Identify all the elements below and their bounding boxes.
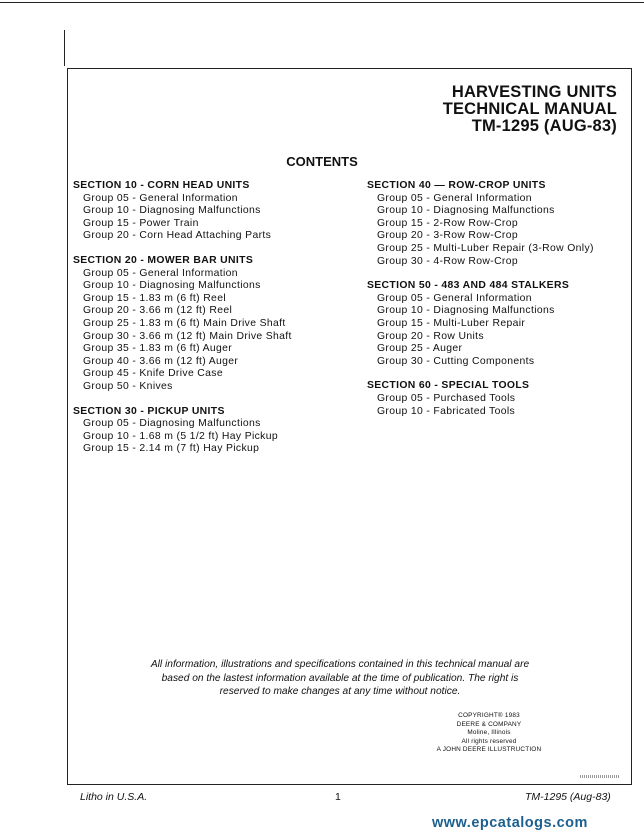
section-heading: SECTION 60 - SPECIAL TOOLS xyxy=(367,380,530,392)
group-entry: Group 05 - General Information xyxy=(377,192,532,204)
group-entry: Group 25 - 1.83 m (6 ft) Main Drive Shaft xyxy=(83,317,286,329)
group-entry: Group 10 - Diagnosing Malfunctions xyxy=(83,280,261,292)
group-entry: Group 25 - Auger xyxy=(377,343,463,355)
copyright-line: COPYRIGHT® 1983 xyxy=(458,712,520,719)
copyright-line: Moline, Illinois xyxy=(467,729,511,737)
disclaimer-notice xyxy=(100,658,580,699)
group-entry: Group 15 - 2-Row Row-Crop xyxy=(377,217,518,229)
page-number: 1 xyxy=(335,791,341,803)
section-heading: SECTION 30 - PICKUP UNITS xyxy=(73,405,225,417)
copyright-block xyxy=(420,712,558,755)
group-entry: Group 05 - General Information xyxy=(83,267,238,279)
contents-column-right xyxy=(367,180,622,418)
group-entry: Group 05 - Purchased Tools xyxy=(377,392,516,404)
footer-manual-id: TM-1295 (Aug-83) xyxy=(525,791,611,803)
group-entry: Group 20 - 3-Row Row-Crop xyxy=(377,230,518,242)
group-entry: Group 30 - 4-Row Row-Crop xyxy=(377,255,518,267)
section-heading: SECTION 50 - 483 AND 484 STALKERS xyxy=(367,280,570,292)
group-entry: Group 05 - General Information xyxy=(377,292,532,304)
group-entry: Group 05 - Diagnosing Malfunctions xyxy=(83,418,261,430)
section-heading: SECTION 40 — ROW-CROP UNITS xyxy=(367,180,546,191)
watermark-url: www.epcatalogs.com xyxy=(432,815,588,831)
group-entry: Group 35 - 1.83 m (6 ft) Auger xyxy=(83,343,233,355)
group-entry: Group 20 - 3.66 m (12 ft) Reel xyxy=(83,305,233,317)
group-entry: Group 05 - General Information xyxy=(83,192,238,204)
group-entry: Group 10 - Diagnosing Malfunctions xyxy=(377,305,555,317)
group-entry: Group 30 - 3.66 m (12 ft) Main Drive Shaft xyxy=(83,330,292,342)
section-heading: SECTION 10 - CORN HEAD UNITS xyxy=(73,180,250,191)
title-line-2: TECHNICAL MANUAL xyxy=(442,100,617,118)
group-entry: Group 25 - Multi-Luber Repair (3-Row Only) xyxy=(377,242,594,254)
contents-heading: CONTENTS xyxy=(286,154,358,169)
margin-tick xyxy=(64,30,65,66)
group-entry: Group 45 - Knife Drive Case xyxy=(83,368,223,380)
section-heading: SECTION 20 - MOWER BAR UNITS xyxy=(73,254,254,266)
footer-litho: Litho in U.S.A. xyxy=(80,791,148,803)
copyright-line: All rights reserved xyxy=(461,737,517,745)
title-line-3: TM-1295 (AUG-83) xyxy=(471,117,617,135)
group-entry: Group 50 - Knives xyxy=(83,380,173,392)
manual-title-block xyxy=(443,84,617,135)
group-entry: Group 40 - 3.66 m (12 ft) Auger xyxy=(83,355,239,367)
disclaimer-line: based on the lastest information available at the time of publication. The right is xyxy=(161,672,519,684)
group-entry: Group 10 - Diagnosing Malfunctions xyxy=(83,205,261,217)
group-entry: Group 15 - 1.83 m (6 ft) Reel xyxy=(83,292,226,304)
contents-column-left xyxy=(73,180,343,456)
group-entry: Group 15 - 2.14 m (7 ft) Hay Pickup xyxy=(83,443,260,455)
disclaimer-line: All information, illustrations and specifications contained in this technical manual are xyxy=(150,659,530,670)
group-entry: Group 30 - Cutting Components xyxy=(377,355,535,367)
group-entry: Group 20 - Row Units xyxy=(377,330,484,342)
group-entry: Group 15 - Multi-Luber Repair xyxy=(377,317,526,329)
print-code-mark xyxy=(580,775,620,778)
group-entry: Group 10 - Fabricated Tools xyxy=(377,405,516,417)
title-line-1: HARVESTING UNITS xyxy=(451,83,617,101)
copyright-line: DEERE & COMPANY xyxy=(456,720,522,728)
copyright-line: A JOHN DEERE ILLUSTRUCTION xyxy=(436,746,542,754)
group-entry: Group 15 - Power Train xyxy=(83,217,199,229)
group-entry: Group 10 - Diagnosing Malfunctions xyxy=(377,205,555,217)
group-entry: Group 10 - 1.68 m (5 1/2 ft) Hay Pickup xyxy=(83,430,278,442)
group-entry: Group 20 - Corn Head Attaching Parts xyxy=(83,230,272,242)
disclaimer-line: reserved to make changes at any time without notice. xyxy=(219,686,461,697)
top-rule xyxy=(0,2,644,3)
